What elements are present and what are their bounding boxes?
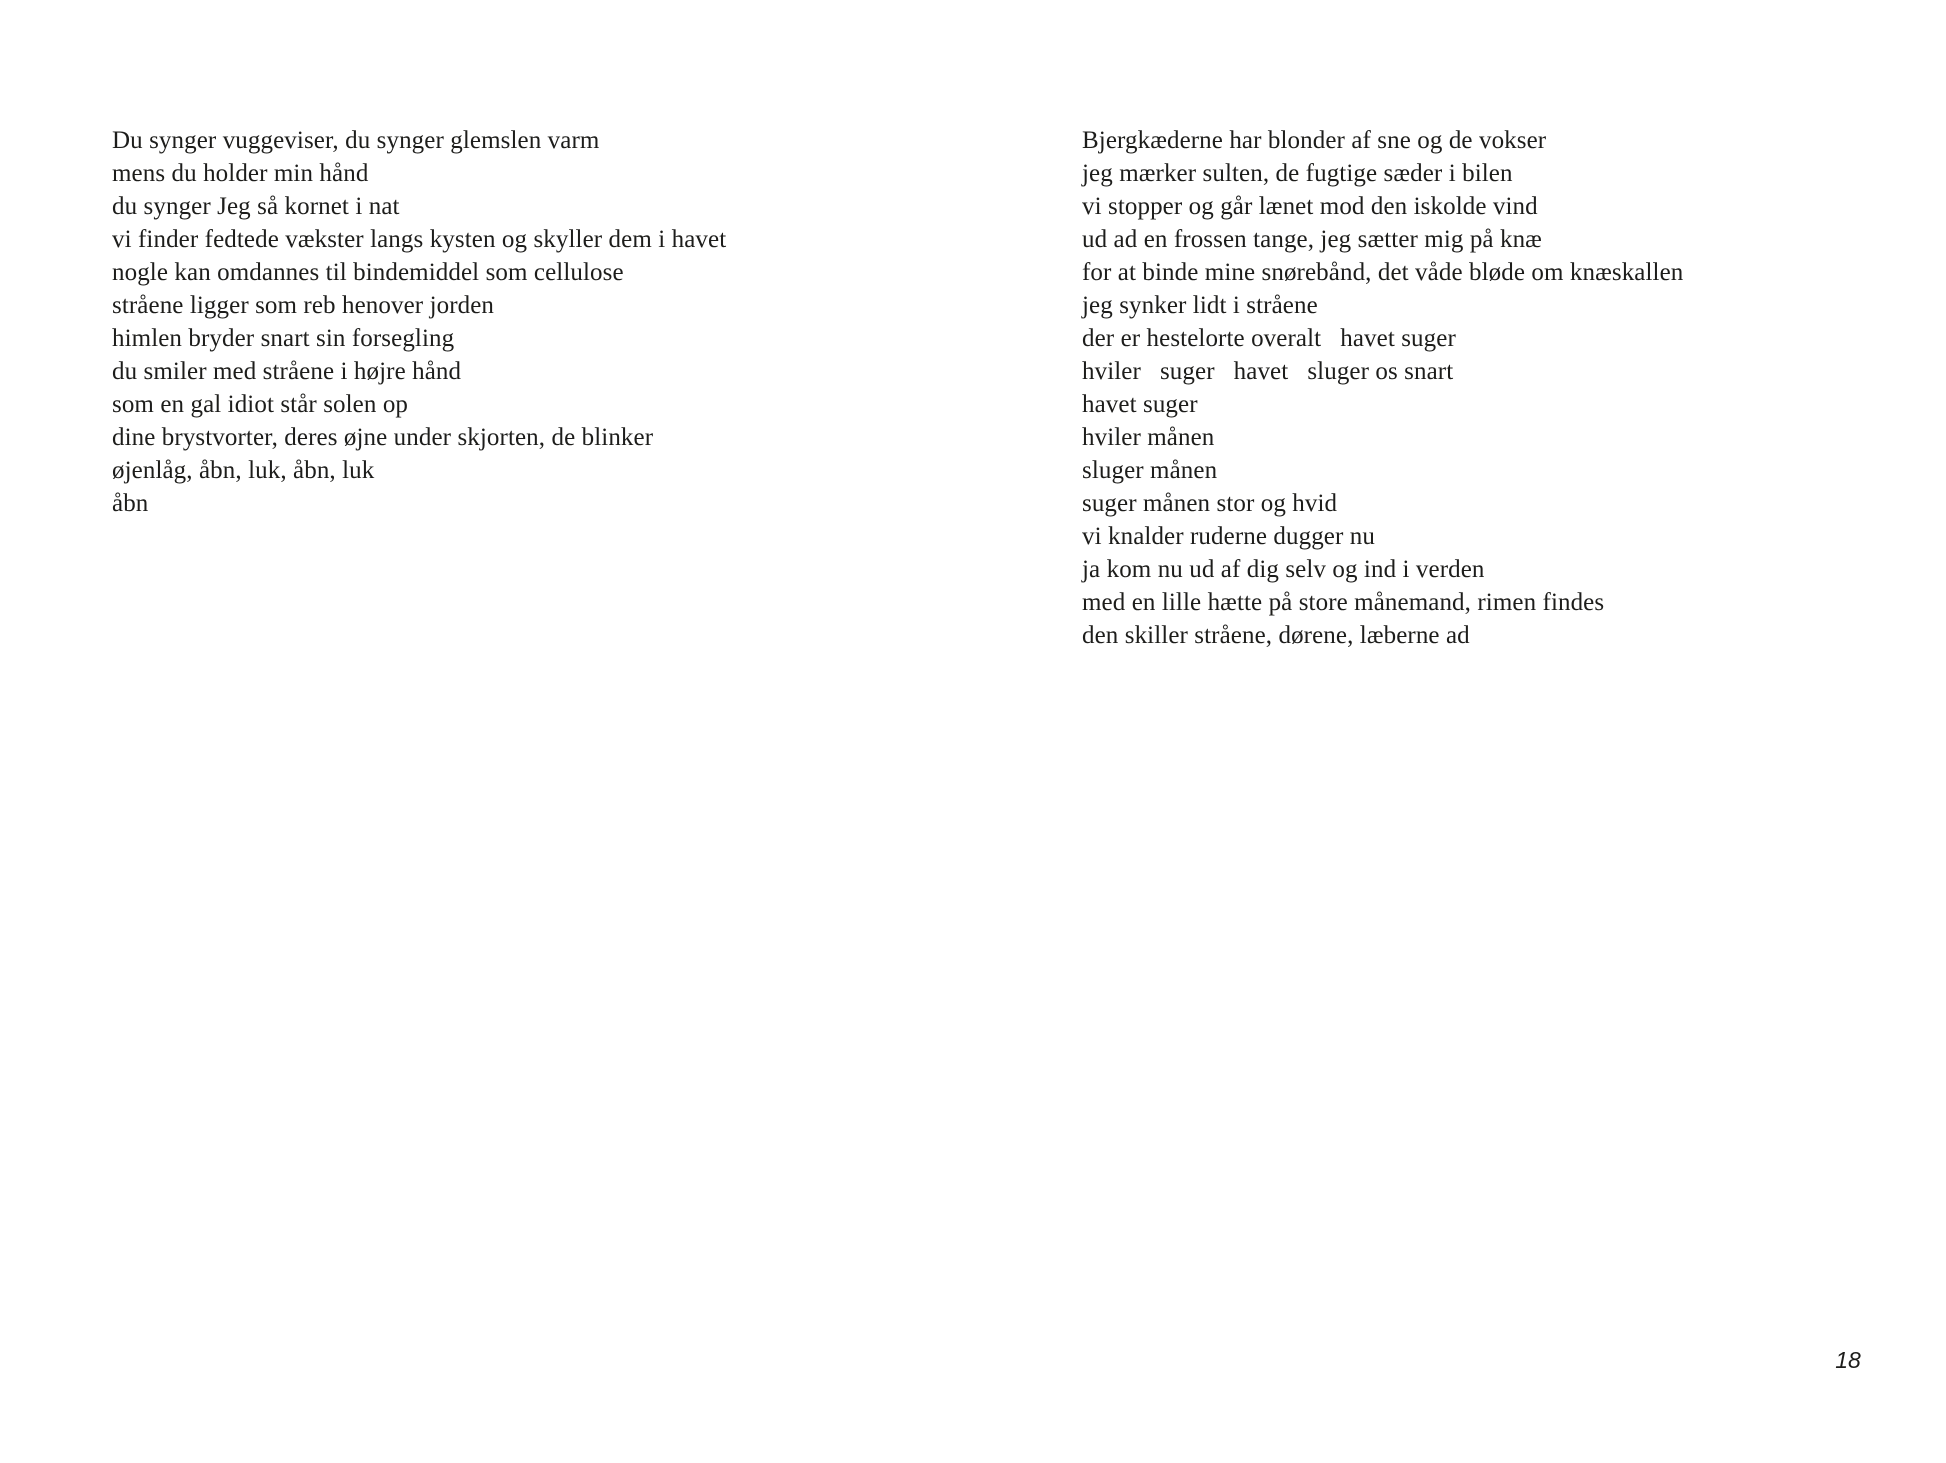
poem-line: du smiler med stråene i højre hånd [112, 358, 462, 385]
poem-line: sluger månen [1082, 457, 1218, 484]
poem-line: mens du holder min hånd [112, 160, 369, 187]
poem-line: Du synger vuggeviser, du synger glemslen varm [112, 127, 600, 154]
poem-line: ud ad en frossen tange, jeg sætter mig på knæ [1082, 226, 1542, 253]
poem-line: ja kom nu ud af dig selv og ind i verden [1082, 556, 1485, 583]
poem-line: vi knalder ruderne dugger nu [1082, 523, 1375, 550]
page-number: 18 [1835, 1347, 1861, 1373]
poem-line: med en lille hætte på store månemand, rimen findes [1082, 589, 1605, 616]
poem-line: jeg mærker sulten, de fugtige sæder i bilen [1082, 160, 1513, 187]
poem-line: for at binde mine snørebånd, det våde bløde om knæskallen [1082, 259, 1684, 286]
poem-line: jeg synker lidt i stråene [1082, 292, 1318, 319]
poem-line: vi finder fedtede vækster langs kysten og skyller dem i havet [112, 226, 727, 253]
poem-right-column [1082, 124, 1862, 652]
poem-line: åbn [112, 490, 149, 517]
poem-line: øjenlåg, åbn, luk, åbn, luk [112, 457, 375, 484]
poem-line: stråene ligger som reb henover jorden [112, 292, 495, 319]
poem-line: himlen bryder snart sin forsegling [112, 325, 455, 352]
poem-line: den skiller stråene, dørene, læberne ad [1082, 622, 1470, 649]
poem-line: havet suger [1082, 391, 1198, 418]
poem-line: hviler månen [1082, 424, 1215, 451]
poem-left-column [112, 124, 872, 520]
poem-line: du synger Jeg så kornet i nat [112, 193, 400, 220]
poem-line: dine brystvorter, deres øjne under skjorten, de blinker [112, 424, 654, 451]
poem-line: som en gal idiot står solen op [112, 391, 409, 418]
poem-line: Bjergkæderne har blonder af sne og de vokser [1082, 127, 1547, 154]
poem-line: suger månen stor og hvid [1082, 490, 1338, 517]
poem-line: nogle kan omdannes til bindemiddel som cellulose [112, 259, 624, 286]
poem-line: hviler suger havet sluger os snart [1082, 358, 1454, 385]
poem-line: vi stopper og går lænet mod den iskolde vind [1082, 193, 1538, 220]
poem-line: der er hestelorte overalt havet suger [1082, 325, 1456, 352]
